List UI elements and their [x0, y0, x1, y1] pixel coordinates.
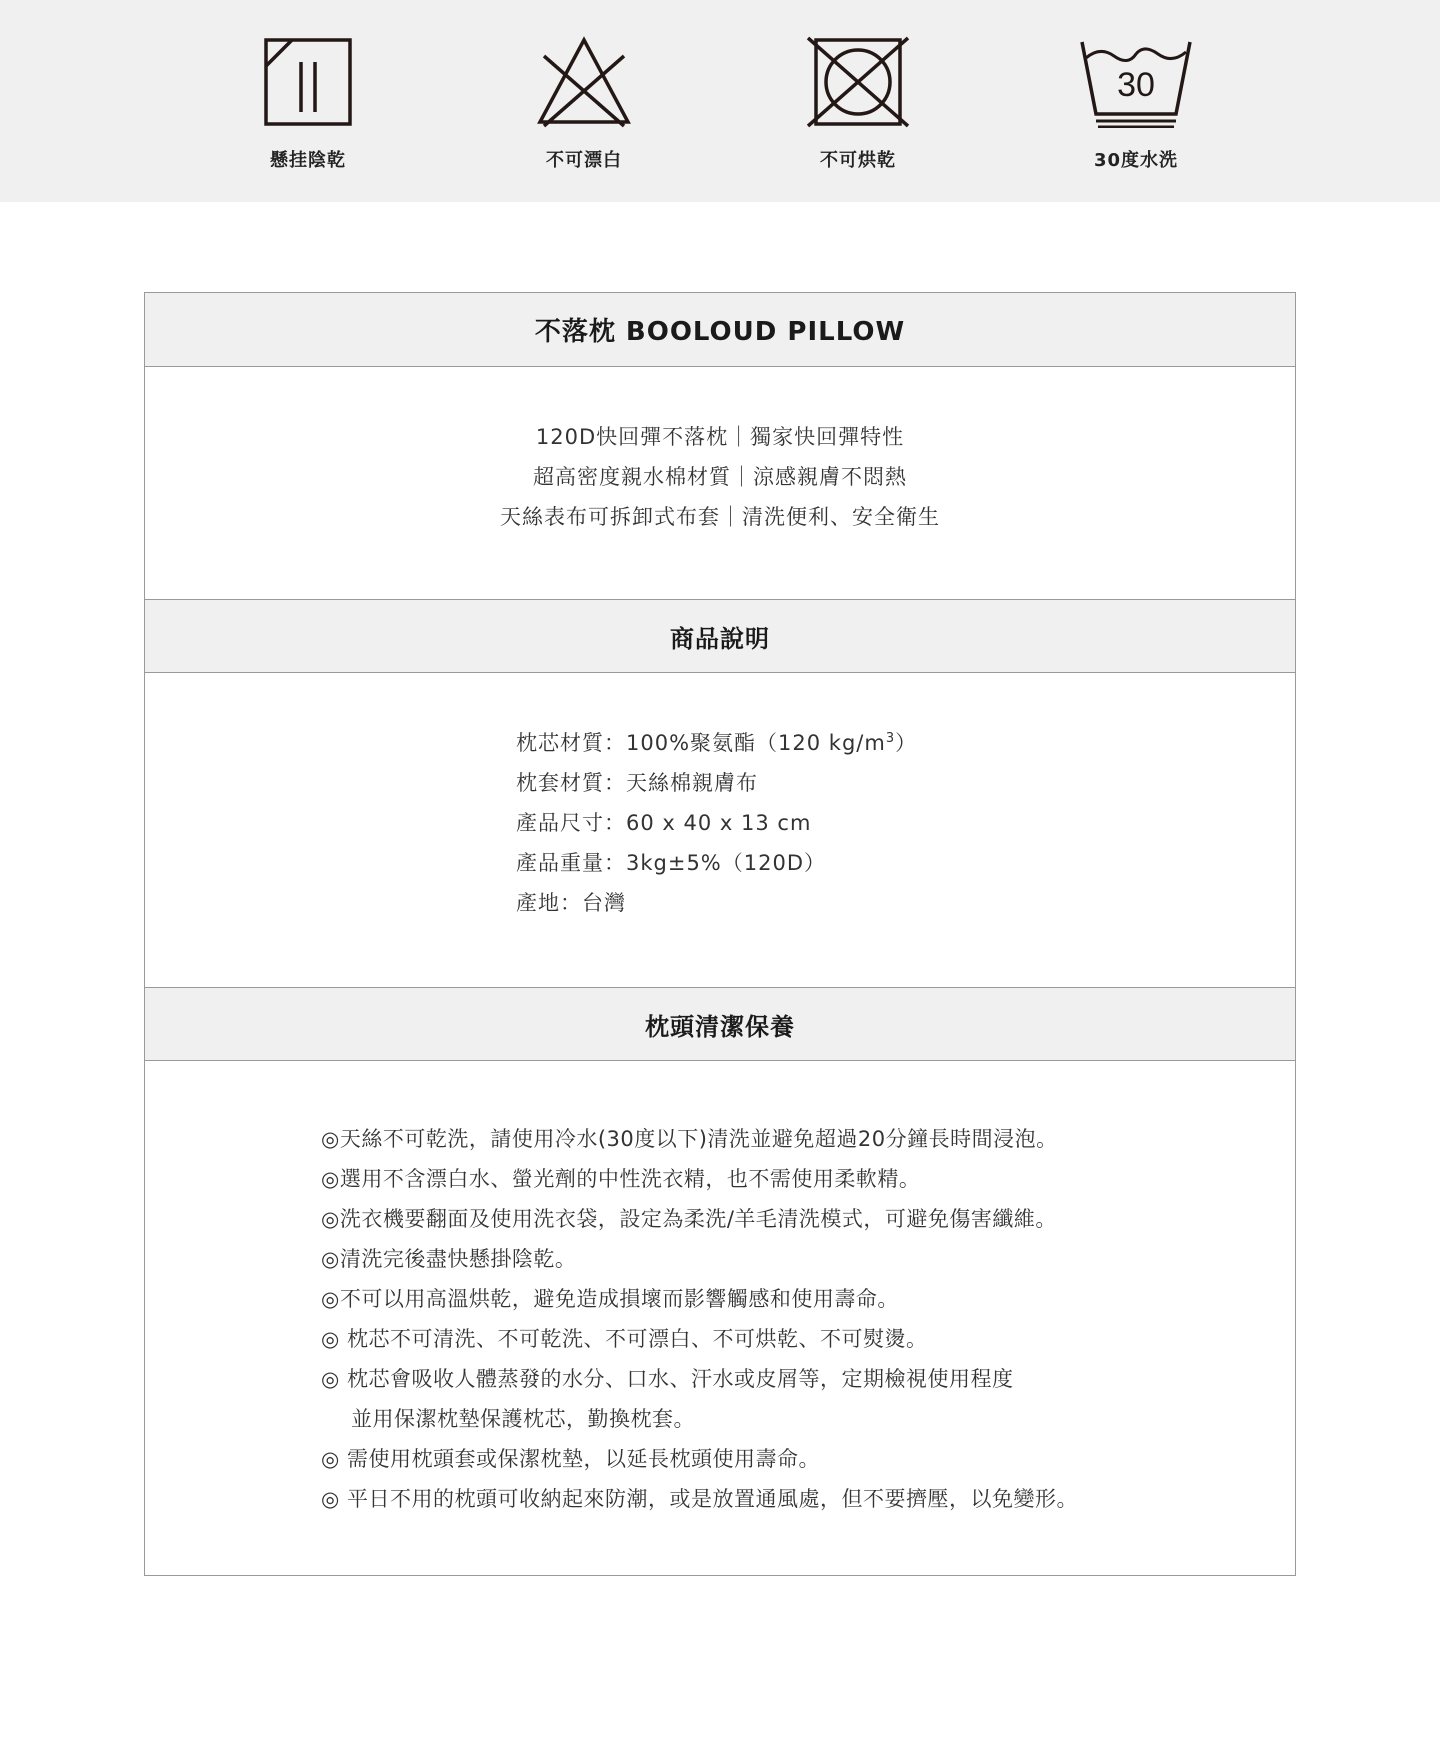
spec-list	[516, 723, 917, 923]
spec-origin: 產地：台灣	[516, 891, 626, 915]
care-instruction: ◎ 需使用枕頭套或保潔枕墊，以延長枕頭使用壽命。	[321, 1447, 820, 1471]
feature-line: 120D快回彈不落枕｜獨家快回彈特性	[535, 425, 905, 449]
care-label-line-dry: 懸挂陰乾	[270, 150, 346, 171]
care-section-heading: 枕頭清潔保養	[145, 987, 1295, 1061]
care-instruction: ◎選用不含漂白水、螢光劑的中性洗衣精，也不需使用柔軟精。	[321, 1167, 921, 1191]
care-instruction-continuation: 並用保潔枕墊保護枕芯，勤換枕套。	[351, 1407, 695, 1431]
product-section-heading: 商品說明	[145, 599, 1295, 673]
feature-line: 天絲表布可拆卸式布套｜清洗便利、安全衛生	[500, 505, 940, 529]
spec-weight: 產品重量：3kg±5%（120D）	[516, 851, 827, 875]
product-spec-box	[144, 292, 1296, 1576]
no-bleach-icon	[534, 36, 634, 128]
line-dry-shade-icon	[262, 36, 354, 128]
spec-cover-material: 枕套材質：天絲棉親膚布	[516, 771, 758, 795]
care-instructions-list	[321, 1119, 1078, 1519]
care-instruction: ◎天絲不可乾洗，請使用冷水(30度以下)清洗並避免超過20分鐘長時間浸泡。	[321, 1127, 1058, 1151]
care-instruction: ◎洗衣機要翻面及使用洗衣袋，設定為柔洗/羊毛清洗模式，可避免傷害纖維。	[321, 1207, 1057, 1231]
wash-temperature-text: 30	[1117, 66, 1155, 104]
care-instruction: ◎清洗完後盡快懸掛陰乾。	[321, 1247, 577, 1271]
wash-30-icon	[1076, 36, 1196, 128]
care-label-no-tumble-dry: 不可烘乾	[820, 150, 896, 171]
care-label-no-bleach: 不可漂白	[546, 150, 622, 171]
spec-size: 產品尺寸：60 x 40 x 13 cm	[516, 811, 812, 835]
spec-core-material: 枕芯材質：100%聚氨酯（120 $kg/m^3$）	[516, 731, 918, 755]
care-symbols-band	[0, 0, 1440, 202]
product-title: 不落枕 BOOLOUD PILLOW	[145, 293, 1295, 367]
care-instruction: ◎不可以用高溫烘乾，避免造成損壞而影響觸感和使用壽命。	[321, 1287, 899, 1311]
no-tumble-dry-icon	[806, 36, 910, 128]
care-label-wash-30: 30度水洗	[1093, 150, 1179, 171]
feature-line: 超高密度親水棉材質｜涼感親膚不悶熱	[533, 465, 907, 489]
care-item-no-bleach	[504, 36, 664, 176]
care-instruction: ◎ 平日不用的枕頭可收納起來防潮，或是放置通風處，但不要擠壓，以免變形。	[321, 1487, 1078, 1511]
care-instruction: ◎ 枕芯不可清洗、不可乾洗、不可漂白、不可烘乾、不可熨燙。	[321, 1327, 928, 1351]
feature-list	[145, 417, 1295, 537]
care-item-line-dry	[228, 36, 388, 176]
care-item-no-tumble-dry	[778, 36, 938, 176]
care-instruction: ◎ 枕芯會吸收人體蒸發的水分、口水、汗水或皮屑等，定期檢視使用程度	[321, 1367, 1014, 1391]
care-item-wash-30	[1056, 36, 1216, 176]
